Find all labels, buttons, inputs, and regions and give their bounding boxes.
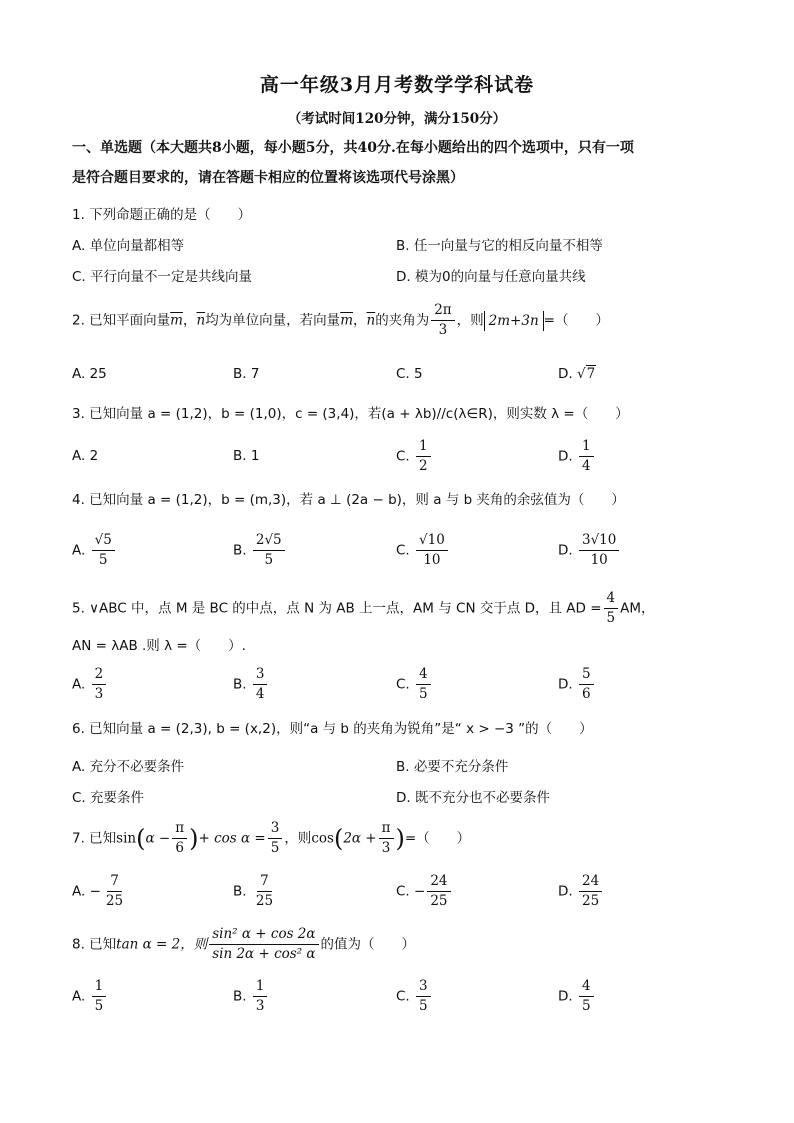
question-6-stem: 6. 已知向量 a = (2,3), b = (x,2)，则“a 与 b 的夹角为锐角”是“ x > −3 ”的（ ） <box>72 721 593 737</box>
q2-vec-n: $\overline{n}$ <box>196 312 206 329</box>
q5-option-a: A. $\frac{2}{3}$ <box>72 666 108 703</box>
q6-option-c: C. 充要条件 <box>72 790 145 806</box>
question-1-stem: 1. 下列命题正确的是（ ） <box>72 207 252 223</box>
q8-option-b: B. $\frac{1}{3}$ <box>233 978 269 1015</box>
q7-option-d: D. $\frac{24}{25}$ <box>558 873 604 910</box>
q2-d-sqrt: √7 <box>576 366 596 382</box>
q2-comma-1: ， <box>182 312 197 329</box>
q2-vec-m: $\overline{m}$ <box>170 312 183 329</box>
q2-text-2: 均为单位向量，若向量 <box>205 312 341 329</box>
q6-option-d: D. 既不充分也不必要条件 <box>396 790 550 806</box>
q2-text-4: ，则 <box>456 312 484 329</box>
q3-option-a: A. 2 <box>72 448 99 464</box>
question-7-stem: 7. 已知sin(α − $\frac{\pi}{6}$ )+ cos α = $\frac{3}{5}$ ，则cos(2α + $\frac{\pi}{3}$ )=（ ） <box>72 820 471 856</box>
q1-option-b: B. 任一向量与它的相反向量不相等 <box>396 238 603 254</box>
q4-option-c: C. $\frac{√10}{10}$ <box>396 532 450 569</box>
page-title: 高一年级3月月考数学学科试卷 <box>259 74 535 96</box>
q2-abs-expr: 2m+3n <box>484 311 544 331</box>
q5-option-c: C. $\frac{4}{5}$ <box>396 666 433 703</box>
q6-option-b: B. 必要不充分条件 <box>396 759 509 775</box>
q1-option-a: A. 单位向量都相等 <box>72 238 185 254</box>
q2-option-b: B. 7 <box>233 366 260 382</box>
q7-option-b: B. $\frac{7}{25}$ <box>233 873 274 909</box>
question-3-stem: 3. 已知向量 a = (1,2)，b = (1,0)，c = (3,4)，若(a + λb)//c(λ∈R)，则实数 λ =（ ） <box>72 406 629 422</box>
q2-text-3: 的夹角为 <box>375 312 430 329</box>
q8-option-c: C. $\frac{3}{5}$ <box>396 978 433 1015</box>
question-5-stem-line2: AN = λAB .则 λ =（ ）. <box>72 638 246 654</box>
q2-option-a: A. 25 <box>72 366 107 382</box>
q8-fraction: $\frac{\text{sin² α + cos 2α}}{\text{sin 2α + cos² α}}$ <box>209 926 318 963</box>
q7-option-c: C. − $\frac{24}{25}$ <box>396 873 453 910</box>
q4-option-b: B. $\frac{2√5}{5}$ <box>233 532 287 569</box>
q2-option-d: D. √7 <box>558 366 596 382</box>
q5-option-d: D. $\frac{5}{6}$ <box>558 666 596 703</box>
q2-option-c: C. 5 <box>396 366 423 382</box>
q7-option-a: A. − $\frac{7}{25}$ <box>72 873 124 909</box>
q2-vec-m2: $\overline{m}$ <box>340 312 353 329</box>
question-5-stem-line1: 5. ∨ABC 中，点 M 是 BC 的中点，点 N 为 AB 上一点，AM 与 CN 交于点 D，且 AD = $\frac{4}{5}$ AM， <box>72 590 655 626</box>
exam-info: （考试时间120分钟，满分150分） <box>287 111 507 127</box>
q2-comma-2: ， <box>353 312 367 329</box>
q2-text-end: =（ ） <box>543 312 609 329</box>
question-4-stem: 4. 已知向量 a = (1,2)，b = (m,3)，若 a ⊥ (2a − b)，则 a 与 b 夹角的余弦值为（ ） <box>72 492 625 508</box>
q3-option-b: B. 1 <box>233 448 260 464</box>
q3-d-fraction: $\frac{1}{4}$ <box>579 438 594 475</box>
q8-option-d: D. $\frac{4}{5}$ <box>558 978 596 1015</box>
q2-angle-fraction: $\frac{2\pi}{3}$ <box>431 302 454 339</box>
question-8-stem: 8. 已知tan α = 2，则 $\frac{\text{sin² α + cos 2α}}{\text{sin 2α + cos² α}}$ 的值为（ ） <box>72 926 416 962</box>
q3-option-c: C. $\frac{1}{2}$ <box>396 438 433 475</box>
section-heading-line2: 是符合题目要求的，请在答题卡相应的位置将该选项代号涂黑） <box>72 170 464 186</box>
q4-option-d: D. $\frac{3√10}{10}$ <box>558 532 621 569</box>
q2-text-1: 2. 已知平面向量 <box>72 312 171 329</box>
q2-vec-n2: $\overline{n}$ <box>366 312 376 329</box>
q4-option-a: A. $\frac{√5}{5}$ <box>72 532 117 569</box>
q1-option-c: C. 平行向量不一定是共线向量 <box>72 269 253 285</box>
q5-option-b: B. $\frac{3}{4}$ <box>233 666 269 703</box>
question-2-stem <box>72 302 609 339</box>
q8-option-a: A. $\frac{1}{5}$ <box>72 978 108 1015</box>
q1-option-d: D. 模为0的向量与任意向量共线 <box>396 269 586 285</box>
section-heading-line1: 一、单选题（本大题共8小题，每小题5分，共40分.在每小题给出的四个选项中，只有一项 <box>72 140 634 156</box>
q6-option-a: A. 充分不必要条件 <box>72 759 185 775</box>
q3-c-fraction: $\frac{1}{2}$ <box>416 438 431 475</box>
q3-option-d: D. $\frac{1}{4}$ <box>558 438 596 475</box>
